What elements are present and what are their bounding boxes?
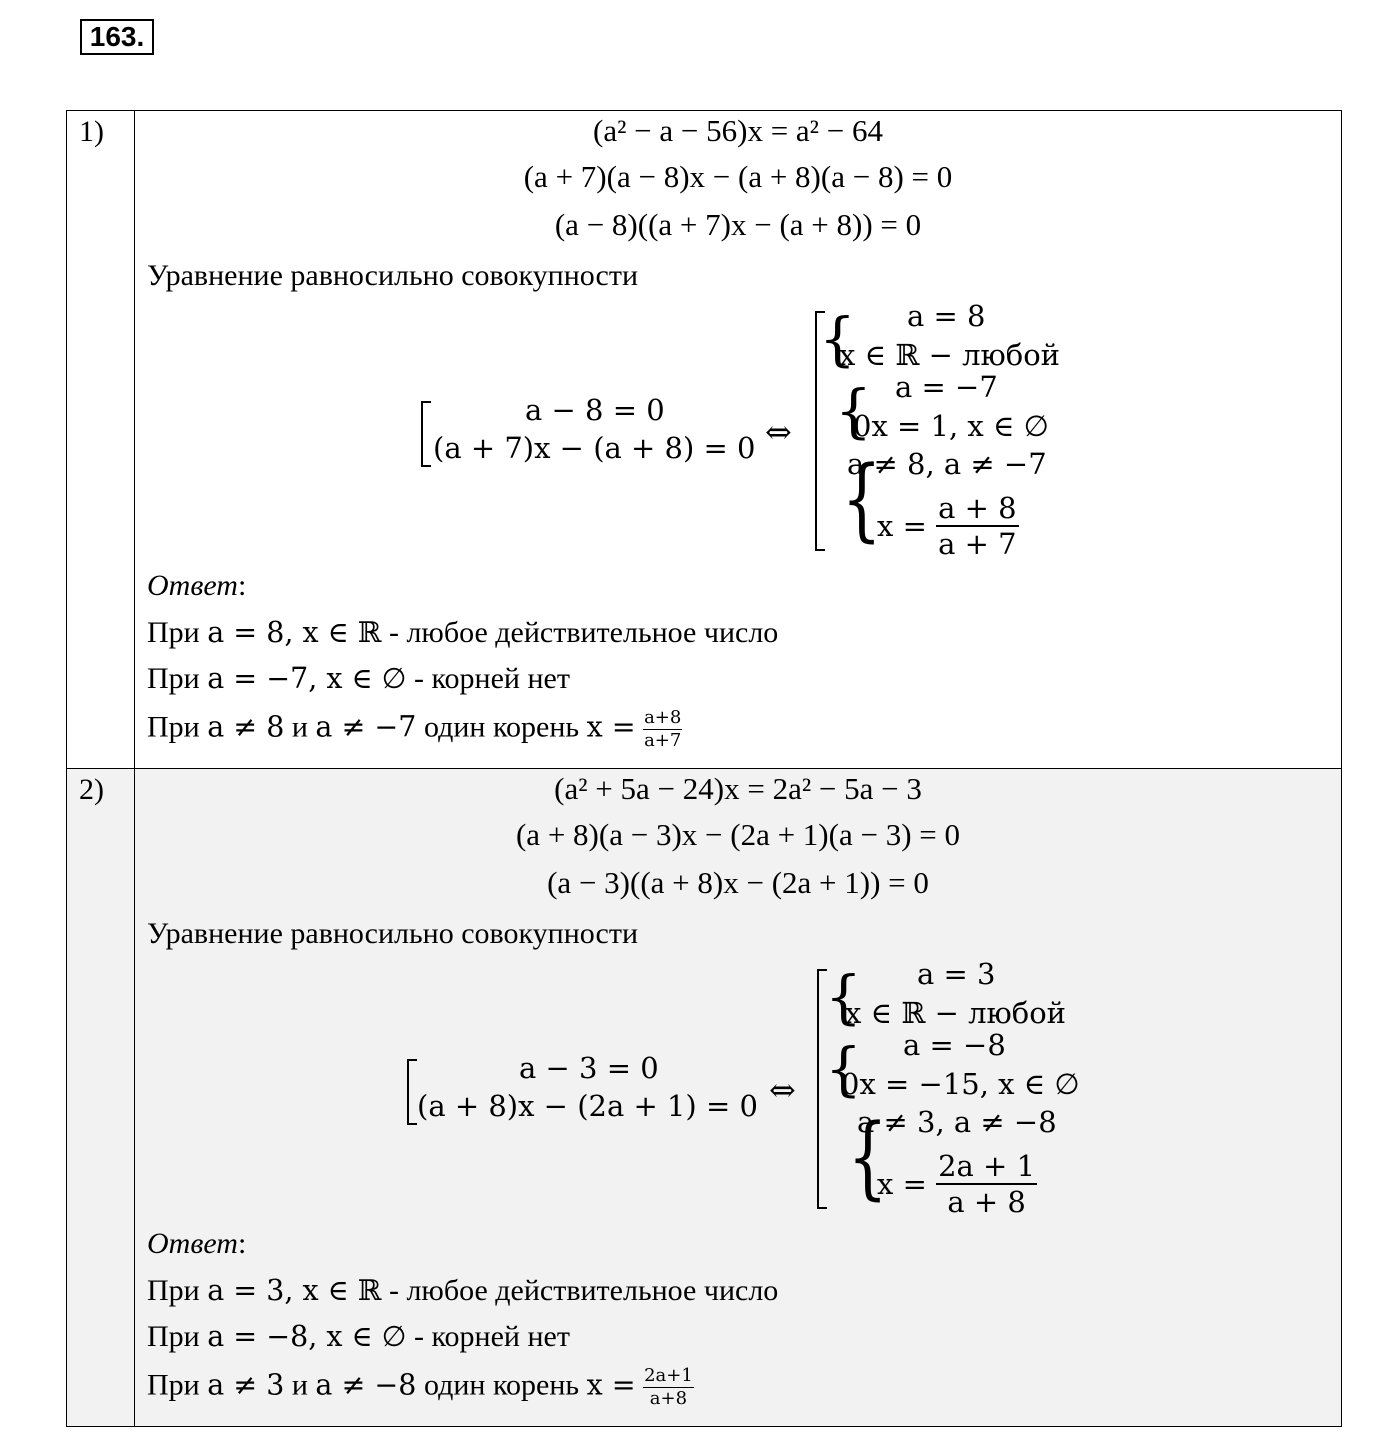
left-system-line-1: a − 3 = 0 — [519, 1051, 659, 1085]
case3-line-x — [877, 1149, 1037, 1219]
answer-math: a ≠ 3 — [207, 1368, 285, 1402]
left-system-line-2: (a + 7)x − (a + 8) = 0 — [433, 431, 756, 465]
answer-label: Ответ — [147, 569, 238, 602]
case3-line-a: a ≠ 3, a ≠ −8 — [857, 1105, 1057, 1139]
case1-line-a: a = 3 — [917, 957, 996, 991]
answer-colon: : — [237, 1227, 247, 1260]
fraction-numerator: 2a+1 — [644, 1365, 693, 1386]
left-brace: { — [819, 305, 856, 373]
answer-line-3 — [147, 707, 682, 752]
answer-conjunction: и — [291, 1368, 308, 1402]
answer-fraction — [643, 1365, 694, 1410]
equivalence-sign: ⇔ — [765, 413, 792, 451]
case3-line-x — [877, 491, 1019, 561]
answer-text: один корень — [423, 1368, 580, 1402]
left-brace: { — [847, 1105, 888, 1210]
case3-fraction — [936, 491, 1018, 561]
fraction-numerator: 2a + 1 — [938, 1149, 1036, 1183]
intro-text: Уравнение равносильно совокупности — [147, 917, 639, 950]
answer-math: a ≠ 8 — [207, 710, 285, 744]
answer-prefix: При — [147, 710, 200, 744]
answer-math: a ≠ −8 — [315, 1368, 417, 1402]
left-brace: { — [825, 963, 862, 1031]
part-content — [135, 111, 1342, 769]
equation-line-2: (a + 8)(a − 3)x − (2a + 1)(a − 3) = 0 — [515, 817, 961, 852]
answer-line-1 — [147, 616, 778, 650]
answer-colon: : — [237, 569, 247, 602]
problem-number: 163. — [80, 19, 154, 55]
answer-line-1 — [147, 1274, 778, 1308]
answer-text: - корней нет — [413, 662, 570, 695]
case2-line-a: a = −8 — [903, 1028, 1006, 1062]
answer-prefix: При — [147, 616, 200, 649]
answer-prefix: При — [147, 1368, 200, 1402]
case3-fraction — [936, 1149, 1037, 1219]
part-content — [135, 769, 1342, 1427]
answer-text: - корней нет — [413, 1320, 570, 1353]
left-system-line-2: (a + 8)x − (2a + 1) = 0 — [417, 1089, 758, 1123]
equation-line-3: (a − 8)((a + 7)x − (a + 8)) = 0 — [554, 207, 922, 242]
left-square-bracket — [407, 1059, 417, 1125]
answer-prefix: При — [147, 662, 200, 695]
case2-line-b: 0x = −15, x ∈ ∅ — [841, 1067, 1080, 1101]
case1-line-a: a = 8 — [907, 299, 986, 333]
answer-text: один корень — [423, 710, 580, 744]
equation-line-3: (a − 3)((a + 8)x − (2a + 1)) = 0 — [547, 865, 929, 900]
part-label: 1) — [67, 111, 135, 769]
left-brace: { — [841, 447, 882, 552]
fraction-denominator: a+8 — [649, 1388, 688, 1409]
case2-line-a: a = −7 — [895, 370, 998, 404]
answer-text: - любое действительное число — [388, 616, 779, 649]
answer-math: x = — [586, 710, 636, 744]
fraction-denominator: a + 8 — [947, 1185, 1026, 1219]
answer-math: a = −8, x ∈ ∅ — [207, 1320, 407, 1353]
case3-x: x = — [877, 1167, 927, 1201]
case2-line-b: 0x = 1, x ∈ ∅ — [853, 409, 1049, 443]
left-system-line-1: a − 8 = 0 — [525, 393, 665, 427]
intro-text: Уравнение равносильно совокупности — [147, 259, 639, 292]
case1-line-b: x ∈ ℝ − любой — [839, 338, 1061, 372]
equation-line-1: (a² − a − 56)x = a² − 64 — [593, 113, 883, 148]
answer-line-2 — [147, 1320, 570, 1354]
equivalence-sign: ⇔ — [769, 1071, 796, 1109]
fraction-denominator: a+7 — [644, 730, 682, 751]
table-row — [67, 111, 1342, 769]
left-brace: { — [825, 1035, 862, 1103]
left-brace: { — [835, 377, 872, 445]
fraction-denominator: a + 7 — [938, 527, 1017, 561]
table-row — [67, 769, 1342, 1427]
answer-prefix: При — [147, 1274, 200, 1307]
answer-prefix: При — [147, 1320, 200, 1353]
answer-math: a ≠ −7 — [315, 710, 417, 744]
answer-heading — [147, 1227, 246, 1261]
answer-text: - любое действительное число — [388, 1274, 779, 1307]
case3-x: x = — [877, 509, 927, 543]
answer-conjunction: и — [291, 710, 308, 744]
part-label: 2) — [67, 769, 135, 1427]
solution-table — [66, 110, 1342, 1427]
answer-math: a = 3, x ∈ ℝ — [207, 1274, 382, 1307]
answer-label: Ответ — [147, 1227, 238, 1260]
answer-math: a = 8, x ∈ ℝ — [207, 616, 382, 649]
left-square-bracket — [421, 401, 431, 467]
fraction-numerator: a+8 — [644, 707, 682, 728]
answer-heading — [147, 569, 246, 603]
answer-math: a = −7, x ∈ ∅ — [207, 662, 407, 695]
answer-fraction — [643, 707, 682, 752]
equation-line-2: (a + 7)(a − 8)x − (a + 8)(a − 8) = 0 — [523, 159, 953, 194]
case1-line-b: x ∈ ℝ − любой — [845, 996, 1067, 1030]
answer-line-2 — [147, 662, 570, 696]
answer-math: x = — [586, 1368, 636, 1402]
case3-line-a: a ≠ 8, a ≠ −7 — [847, 447, 1047, 481]
answer-line-3 — [147, 1365, 694, 1410]
equation-line-1: (a² + 5a − 24)x = 2a² − 5a − 3 — [554, 771, 922, 806]
fraction-numerator: a + 8 — [938, 491, 1017, 525]
